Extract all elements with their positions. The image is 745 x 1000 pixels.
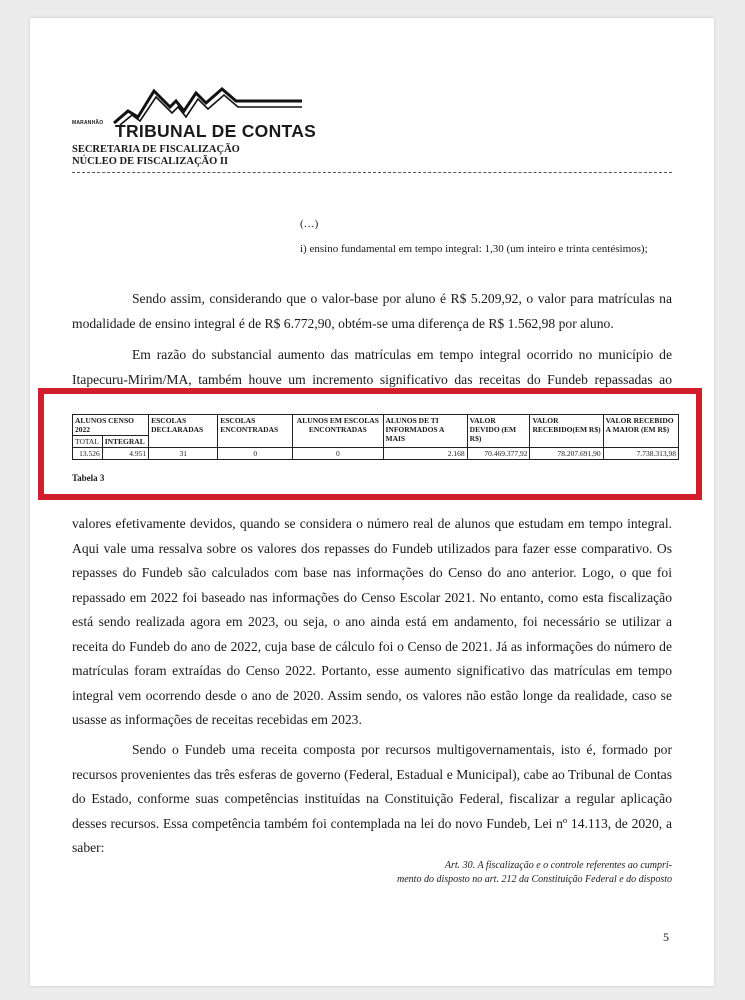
page-number: 5 xyxy=(663,930,669,944)
col-alunos-escolas-encontradas: ALUNOS EM ESCOLAS ENCONTRADAS xyxy=(293,415,383,448)
col-escolas-encontradas: ESCOLAS ENCONTRADAS xyxy=(218,415,293,448)
col-valor-recebido: VALOR RECEBIDO(EM R$) xyxy=(530,415,603,448)
table-row xyxy=(73,448,679,460)
col-integral: INTEGRAL xyxy=(102,436,148,448)
cell-alunos-encontradas: 0 xyxy=(293,448,383,460)
col-total: TOTAL xyxy=(73,436,103,448)
col-alunos-ti: ALUNOS DE TI INFORMADOS A MAIS xyxy=(383,415,467,448)
quote-line-2: mento do disposto no art. 212 da Constituição Federal e do disposto xyxy=(397,874,672,885)
table-group-header: ALUNOS CENSO 2022 xyxy=(73,415,149,436)
cell-declaradas: 31 xyxy=(149,448,218,460)
citation-item-i: i) ensino fundamental em tempo integral: 1,30 (um inteiro e trinta centésimos); xyxy=(300,243,648,255)
quote-line-1: Art. 30. A fiscalização e o controle referentes ao cumpri- xyxy=(444,860,672,871)
col-escolas-declaradas: ESCOLAS DECLARADAS xyxy=(149,415,218,448)
col-valor-maior: VALOR RECEBIDO A MAIOR (EM R$) xyxy=(603,415,678,448)
cell-total: 13.526 xyxy=(73,448,103,460)
cell-maior: 7.738.313,98 xyxy=(603,448,678,460)
header-divider xyxy=(72,172,672,173)
cell-devido: 70.469.377,92 xyxy=(467,448,530,460)
logo-name: TRIBUNAL DE CONTAS xyxy=(115,121,317,141)
paragraph-valor-base: Sendo assim, considerando que o valor-base por aluno é R$ 5.209,92, o valor para matrículas na modalidade de ensino integral é de R$ 6.772,90, obtém-se uma diferença de R$ 1.562,98 por aluno. xyxy=(72,291,672,331)
citation-ellipsis: (…) xyxy=(300,218,319,230)
cell-integral: 4.951 xyxy=(102,448,148,460)
cell-encontradas: 0 xyxy=(218,448,293,460)
header-secretaria: SECRETARIA DE FISCALIZAÇÃO xyxy=(72,144,240,155)
table-caption: Tabela 3 xyxy=(72,473,105,483)
table-3 xyxy=(72,414,679,460)
cell-ti-mais: 2.168 xyxy=(383,448,467,460)
header-nucleo: NÚCLEO DE FISCALIZAÇÃO II xyxy=(72,156,229,167)
col-valor-devido: VALOR DEVIDO (EM R$) xyxy=(467,415,530,448)
paragraph-ressalva: valores efetivamente devidos, quando se considera o número real de alunos que estudam em tempo integral. Aqui vale uma ressalva sobre os valores dos repasses do Fundeb utilizados para fazer esse comparativo. Os repasses do Fundeb são calculados com base nas informações do Censo do ano anterior. Logo, o que foi repassado em 2022 foi baseado nas informações do Censo Escolar 2021. No entanto, como esta fiscalização está sendo realizada agora em 2023, ou seja, o ano ainda está em andamento, foi necessário se utilizar a receita do Fundeb do ano de 2022, cuja base de cálculo foi o Censo de 2021. Já as informações do número de matrículas foram extraídas do Censo 2022. Portanto, esse aumento significativo das matrículas em tempo integral vem ocorrendo desde o ano de 2020. Assim sendo, os valores não estão longe da realidade, caso se usasse as informações de receitas recebidas em 2023. xyxy=(72,516,672,727)
legal-quote xyxy=(397,859,672,887)
logo-state-text: MARANHÃO xyxy=(72,120,104,126)
cell-recebido: 78.207.691,90 xyxy=(530,448,603,460)
paragraph-fundeb-competencia: Sendo o Fundeb uma receita composta por recursos multigovernamentais, isto é, formado por recursos provenientes das três esferas de governo (Federal, Estadual e Municipal), cabe ao Tribunal de Contas do Estado, conforme suas competências instituídas na Constituição Federal, fiscalizar a regular aplicação desses recursos. Essa competência também foi contemplada na lei do novo Fundeb, Lei nº 14.113, de 2020, a saber: xyxy=(72,742,672,855)
paragraph-aumento-matriculas: Em razão do substancial aumento das matrículas em tempo integral ocorrido no município de Itapecuru-Mirim/MA, também houve um incremento significativo das receitas do Fundeb repassadas ao xyxy=(72,347,672,387)
